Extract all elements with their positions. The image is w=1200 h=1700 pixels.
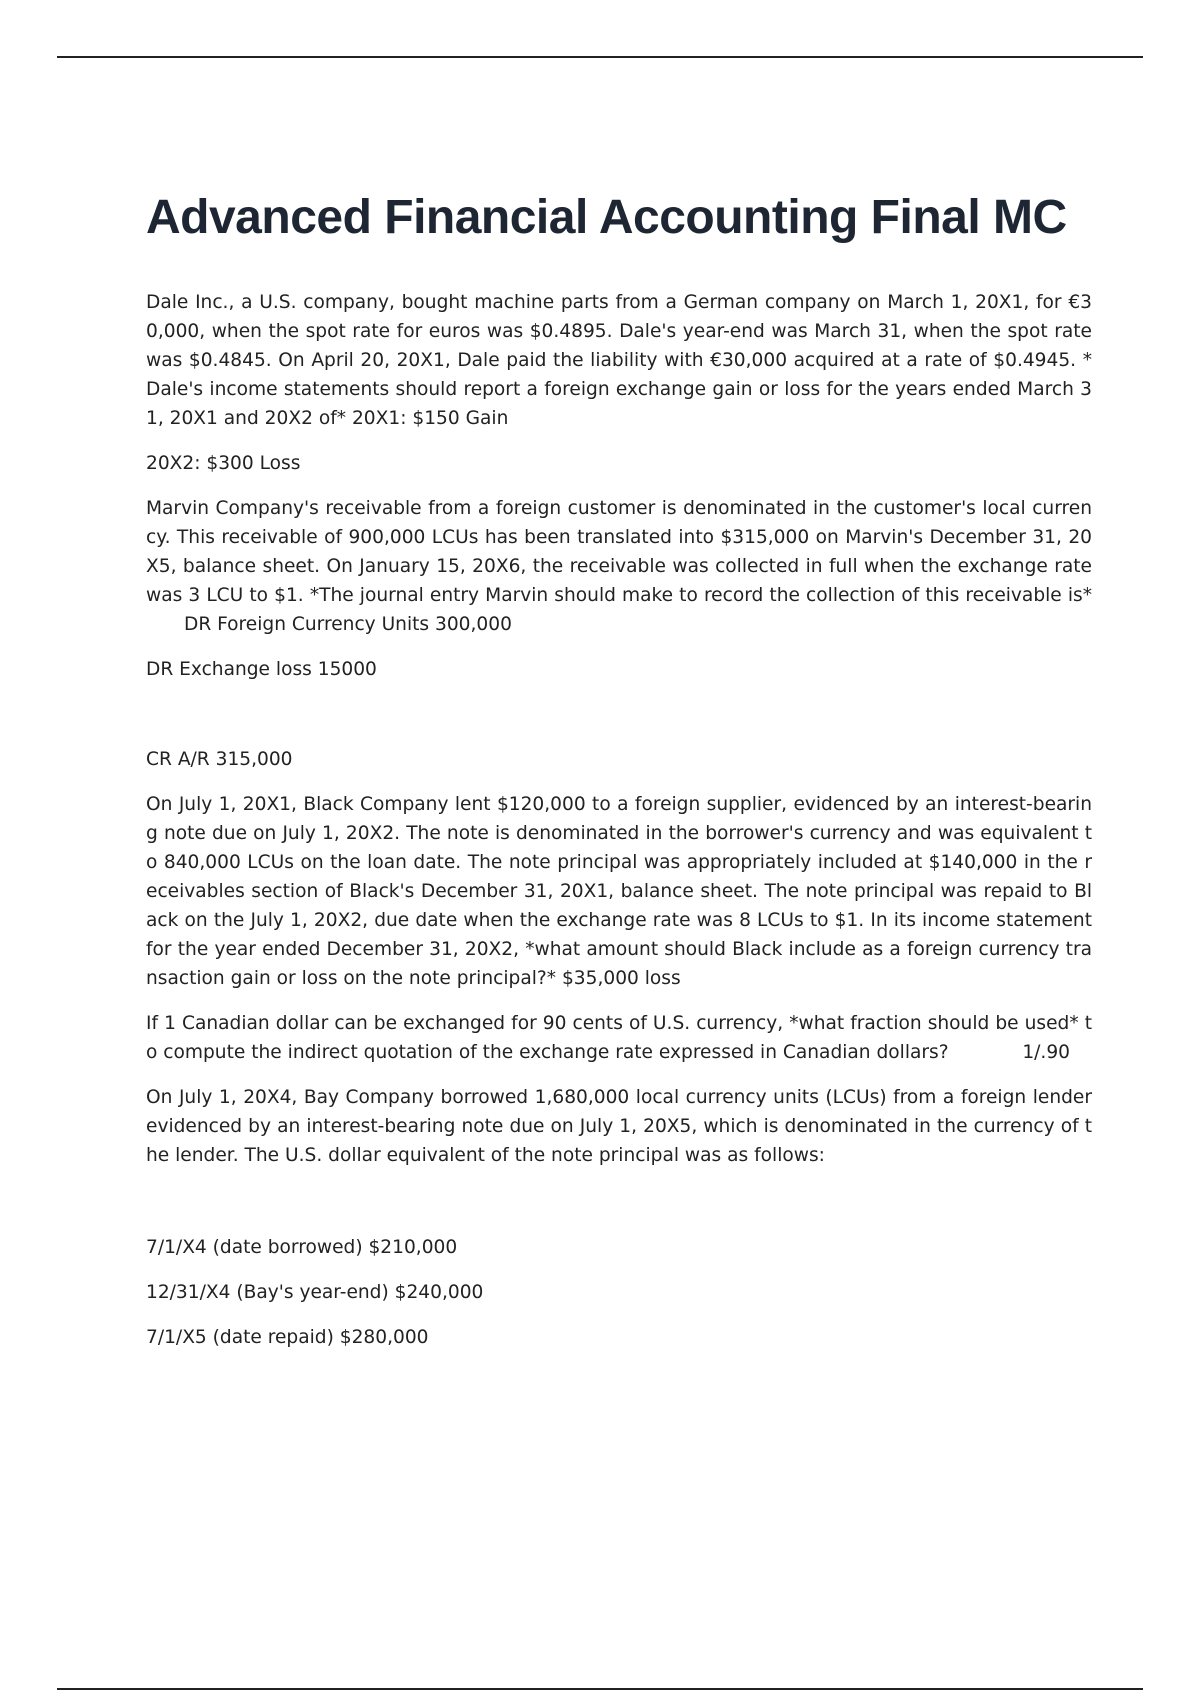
answer-text: 20X2: $300 Loss [146,453,301,474]
spacer [146,700,1092,745]
spacer [146,1186,1092,1233]
header-rule [57,56,1143,58]
answer-line [146,655,1092,684]
question-text: On July 1, 20X1, Black Company lent $120,000 to a foreign supplier, evidenced by an interest-bearing note due on July 1, 20X2. The note is denominated in the borrower's currency and was equivalent to 840,000 LCUs on the loan date. The note principal was appropriately included at $140,000 in the receivables section of Black's December 31, 20X1, balance sheet. The note principal was repaid to Black on the July 1, 20X2, due date when the exchange rate was 8 LCUs to $1. In its income statement for the year ended December 31, 20X2, *what amount should Black include as a foreign currency transaction gain or loss on the note principal?* [146,794,1092,989]
table-row [146,1323,1092,1352]
row-text: 12/31/X4 (Bay's year-end) $240,000 [146,1282,484,1303]
document-body [146,288,1092,1368]
question-block [146,1083,1092,1170]
question-block [146,494,1092,639]
question-text: On July 1, 20X4, Bay Company borrowed 1,680,000 local currency units (LCUs) from a foreign lender evidenced by an interest-bearing note due on July 1, 20X5, which is denominated in the currency of the lender. The U.S. dollar equivalent of the note principal was as follows: [146,1087,1092,1166]
answer-text: 1/.90 [1022,1042,1070,1063]
question-block [146,790,1092,993]
answer-text: DR Exchange loss 15000 [146,659,377,680]
answer-text: $35,000 loss [561,968,681,989]
question-block [146,288,1092,433]
answer-line [146,449,1092,478]
row-text: 7/1/X5 (date repaid) $280,000 [146,1327,429,1348]
row-text: 7/1/X4 (date borrowed) $210,000 [146,1237,458,1258]
table-row [146,1233,1092,1262]
answer-line [146,745,1092,774]
answer-text: DR Foreign Currency Units 300,000 [184,614,512,635]
table-row [146,1278,1092,1307]
question-text: Dale Inc., a U.S. company, bought machine parts from a German company on March 1, 20X1, for €30,000, when the spot rate for euros was $0.4895. Dale's year-end was March 31, when the spot rate was $0.4845. On April 20, 20X1, Dale paid the liability with €30,000 acquired at a rate of $0.4945. *Dale's income statements should report a foreign exchange gain or loss for the years ended March 31, 20X1 and 20X2 of* [146,292,1092,429]
answer-text: CR A/R 315,000 [146,749,293,770]
question-block [146,1009,1092,1067]
page-title: Advanced Financial Accounting Final MC [146,191,1067,244]
answer-text: 20X1: $150 Gain [351,408,509,429]
question-text: Marvin Company's receivable from a foreign customer is denominated in the customer's local currency. This receivable of 900,000 LCUs has been translated into $315,000 on Marvin's December 31, 20X5, balance sheet. On January 15, 20X6, the receivable was collected in full when the exchange rate was 3 LCU to $1. *The journal entry Marvin should make to record the collection of this receivable is* [146,498,1092,606]
question-text: If 1 Canadian dollar can be exchanged for 90 cents of U.S. currency, *what fraction should be used* to compute the indirect quotation of the exchange rate expressed in Canadian dollars? [146,1013,1092,1063]
footer-rule [57,1688,1143,1690]
